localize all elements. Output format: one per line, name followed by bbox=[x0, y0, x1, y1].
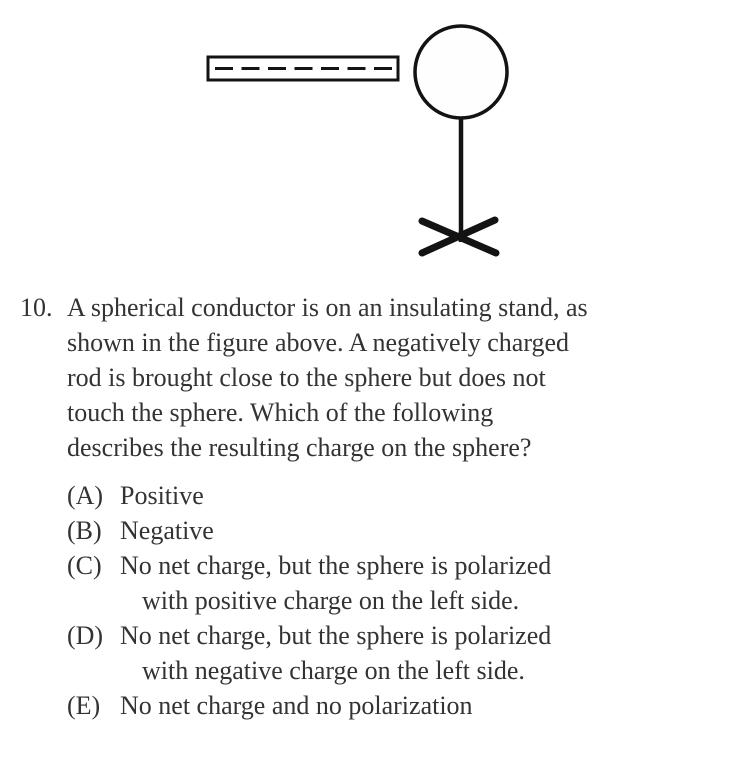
option-c-text bbox=[120, 548, 727, 618]
question-text bbox=[67, 290, 732, 465]
electrostatics-figure bbox=[0, 0, 748, 272]
question-line: touch the sphere. Which of the following bbox=[67, 398, 494, 427]
option-b bbox=[67, 513, 727, 548]
option-e bbox=[67, 688, 727, 723]
conducting-sphere bbox=[415, 26, 507, 118]
option-b-text bbox=[120, 513, 727, 548]
question-line: describes the resulting charge on the sphere? bbox=[67, 433, 532, 462]
option-line: Positive bbox=[120, 481, 204, 510]
question-line: A spherical conductor is on an insulating stand, as bbox=[67, 293, 588, 322]
option-d-text bbox=[120, 618, 727, 688]
option-d bbox=[67, 618, 727, 688]
option-a bbox=[67, 478, 727, 513]
option-a-label: (A) bbox=[67, 481, 104, 510]
option-line: with negative charge on the left side. bbox=[142, 656, 525, 685]
option-c-label: (C) bbox=[67, 551, 102, 580]
option-line: No net charge, but the sphere is polarized bbox=[120, 551, 552, 580]
option-e-text bbox=[120, 688, 727, 723]
question-line: rod is brought close to the sphere but does not bbox=[67, 363, 546, 392]
option-line: Negative bbox=[120, 516, 214, 545]
option-line: No net charge, but the sphere is polarized bbox=[120, 621, 552, 650]
option-c bbox=[67, 548, 727, 618]
question-number: 10. bbox=[20, 293, 53, 322]
option-line: No net charge and no polarization bbox=[120, 691, 473, 720]
option-a-text bbox=[120, 478, 727, 513]
answer-options bbox=[67, 478, 727, 723]
option-e-label: (E) bbox=[67, 691, 101, 720]
option-b-label: (B) bbox=[67, 516, 102, 545]
option-line: with positive charge on the left side. bbox=[142, 586, 520, 615]
question-line: shown in the figure above. A negatively charged bbox=[67, 328, 570, 357]
option-d-label: (D) bbox=[67, 621, 104, 650]
question-block bbox=[20, 290, 732, 465]
